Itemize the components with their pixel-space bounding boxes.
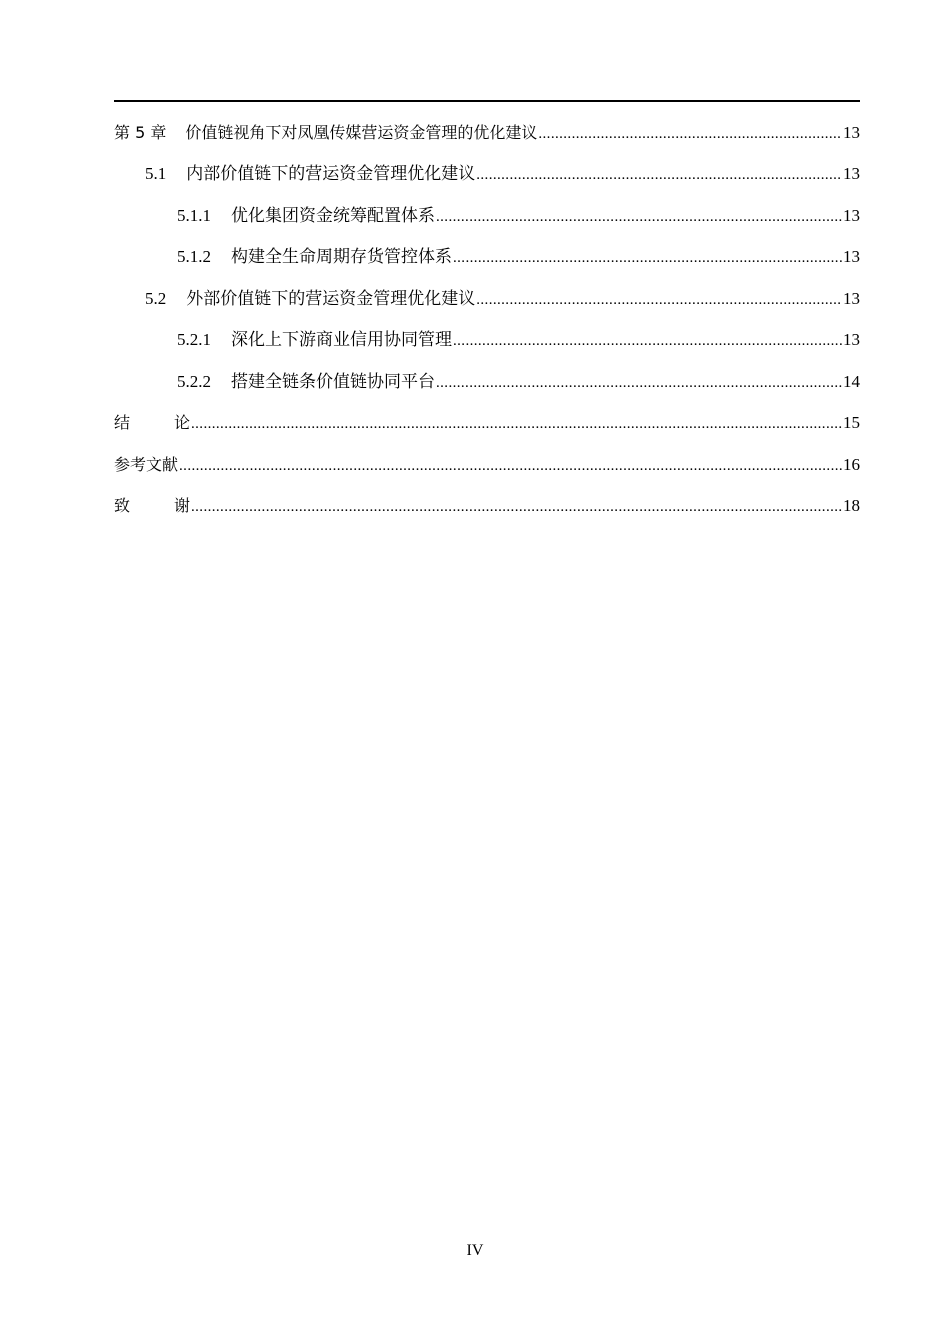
toc-entry-title: 搭建全链条价值链协同平台 — [231, 371, 435, 391]
toc-entry-title — [114, 496, 190, 516]
toc-entry-title: 价值链视角下对凤凰传媒营运资金管理的优化建议 — [185, 122, 538, 142]
toc-entry-conclusion[interactable] — [114, 403, 860, 445]
toc-entry-title — [114, 413, 190, 433]
toc-entry-page: 13 — [843, 247, 860, 267]
header-rule — [114, 100, 860, 102]
toc-entry-title: 优化集团资金统筹配置体系 — [231, 205, 435, 225]
toc-entry-number: 5.1 — [145, 164, 167, 184]
toc-title-char: 谢 — [173, 496, 190, 516]
toc-entry-title: 内部价值链下的营运资金管理优化建议 — [186, 164, 476, 184]
toc-dot-leader — [476, 165, 842, 185]
toc-entry-chapter-5[interactable] — [114, 112, 860, 154]
toc-entry-page: 13 — [843, 205, 860, 225]
toc-entry-5-2-1[interactable] — [114, 320, 860, 362]
toc-entry-number: 5.2 — [145, 288, 167, 308]
toc-entry-5-1-2[interactable] — [114, 237, 860, 279]
toc-entry-page: 18 — [843, 496, 860, 516]
toc-title-char: 结 — [114, 413, 131, 433]
toc-entry-acknowledgements[interactable] — [114, 486, 860, 528]
page-number: IV — [466, 1242, 484, 1259]
toc-dot-leader — [436, 207, 842, 227]
toc-dot-leader — [179, 456, 842, 476]
toc-entry-number: 5.2.1 — [177, 330, 211, 350]
toc-entry-page: 14 — [843, 371, 860, 391]
toc-entry-number: 第 5 章 — [114, 122, 167, 142]
toc-dot-leader — [436, 373, 842, 393]
toc-entry-page: 13 — [843, 330, 860, 350]
toc-entry-title: 构建全生命周期存货管控体系 — [231, 247, 452, 267]
toc-dot-leader — [453, 248, 842, 268]
toc-entry-page: 13 — [843, 164, 860, 184]
toc-entry-page: 15 — [843, 413, 860, 433]
toc-dot-leader — [476, 290, 842, 310]
toc-dot-leader — [191, 414, 842, 434]
toc-entry-title: 深化上下游商业信用协同管理 — [231, 330, 452, 350]
toc-entry-references[interactable] — [114, 444, 860, 486]
toc-entry-number: 5.1.2 — [177, 247, 211, 267]
toc-entry-page: 16 — [843, 454, 860, 474]
table-of-contents — [114, 112, 860, 527]
toc-title-char: 致 — [114, 496, 131, 516]
toc-entry-page: 13 — [843, 122, 860, 142]
toc-entry-5-1[interactable] — [114, 154, 860, 196]
toc-entry-title: 参考文献 — [114, 454, 179, 474]
toc-entry-number: 5.2.2 — [177, 371, 211, 391]
toc-entry-number: 5.1.1 — [177, 205, 211, 225]
toc-dot-leader — [191, 497, 842, 517]
toc-entry-page: 13 — [843, 288, 860, 308]
toc-entry-5-1-1[interactable] — [114, 195, 860, 237]
toc-title-char: 论 — [173, 413, 190, 433]
toc-entry-title: 外部价值链下的营运资金管理优化建议 — [186, 288, 476, 308]
toc-dot-leader — [538, 124, 842, 144]
toc-dot-leader — [453, 331, 842, 351]
toc-entry-5-2-2[interactable] — [114, 361, 860, 403]
toc-entry-5-2[interactable] — [114, 278, 860, 320]
